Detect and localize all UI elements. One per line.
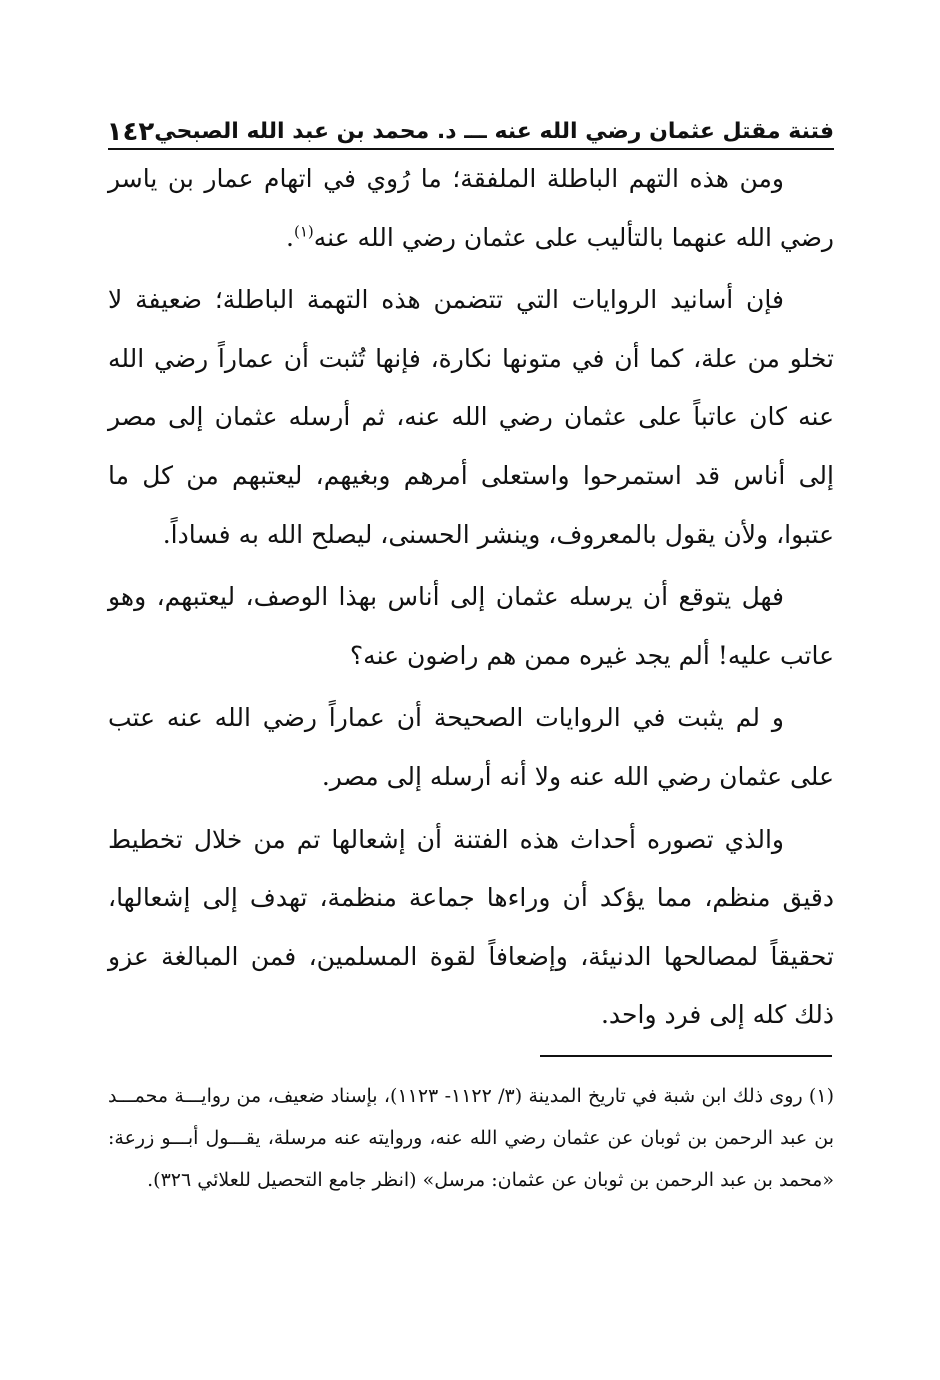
paragraph-1-text: ومن هذه التهم الباطلة الملفقة؛ ما رُوي في اتهام عمار بن ياسر رضي الله عنهما بالتأليب على عثمان رضي الله عنه <box>108 164 834 252</box>
footnote-separator <box>540 1055 832 1057</box>
paragraph-1 <box>108 150 834 267</box>
running-header-title: فتنة مقتل عثمان رضي الله عنه ـــ د. محمد بن عبد الله الصبحي <box>154 119 834 144</box>
footnote-reference[interactable]: (١) <box>293 222 314 241</box>
paragraph-2: فإن أسانيد الروايات التي تتضمن هذه التهمة الباطلة؛ ضعيفة لا تخلو من علة، كما أن في متونها نكارة، فإنها تُثبت أن عماراً رضي الله عنه كان عاتباً على عثمان رضي الله عنه، ثم أرسله عثمان إلى مصر إلى أناس قد استمرحوا واستعلى أمرهم وبغيهم، ليعتبهم من كل ما عتبوا، ولأن يقول بالمعروف، وينشر الحسنى، ليصلح الله به فساداً. <box>108 285 834 549</box>
footnote <box>108 1075 834 1201</box>
paragraph-4: و لم يثبت في الروايات الصحيحة أن عماراً رضي الله عنه عتب على عثمان رضي الله عنه ولا أنه أرسله إلى مصر. <box>108 703 834 791</box>
paragraph-5: والذي تصوره أحداث هذه الفتنة أن إشعالها تم من خلال تخطيط دقيق منظم، مما يؤكد أن وراءها جماعة منظمة، تهدف إلى إشعالها، تحقيقاً لمصالحها الدنيئة، وإضعافاً لقوة المسلمين، فمن المبالغة عزو ذلك كله إلى فرد واحد. <box>108 824 834 1030</box>
page-number: ١٤٢ <box>106 117 155 147</box>
paragraph-1-end: . <box>286 222 294 252</box>
paragraph-3: فهل يتوقع أن يرسله عثمان إلى أناس بهذا الوصف، ليعتبهم، وهو عاتب عليه! ألم يجد غيره ممن هم راضون عنه؟ <box>108 582 834 670</box>
running-header <box>108 108 834 148</box>
footnote-text: (١) روى ذلك ابن شبة في تاريخ المدينة (٣/ ١١٢٢- ١١٢٣)، بإسناد ضعيف، من روايـــة محمـــد بن عبد الرحمن بن ثوبان عن عثمان رضي الله عنه، وروايته عنه مرسلة، يقـــول أبـــو زرعة: «محمد بن عبد الرحمن بن ثوبان عن عثمان: مرسل» (انظر جامع التحصيل للعلائي ٣٢٦). <box>108 1085 834 1191</box>
main-text <box>108 150 834 1049</box>
